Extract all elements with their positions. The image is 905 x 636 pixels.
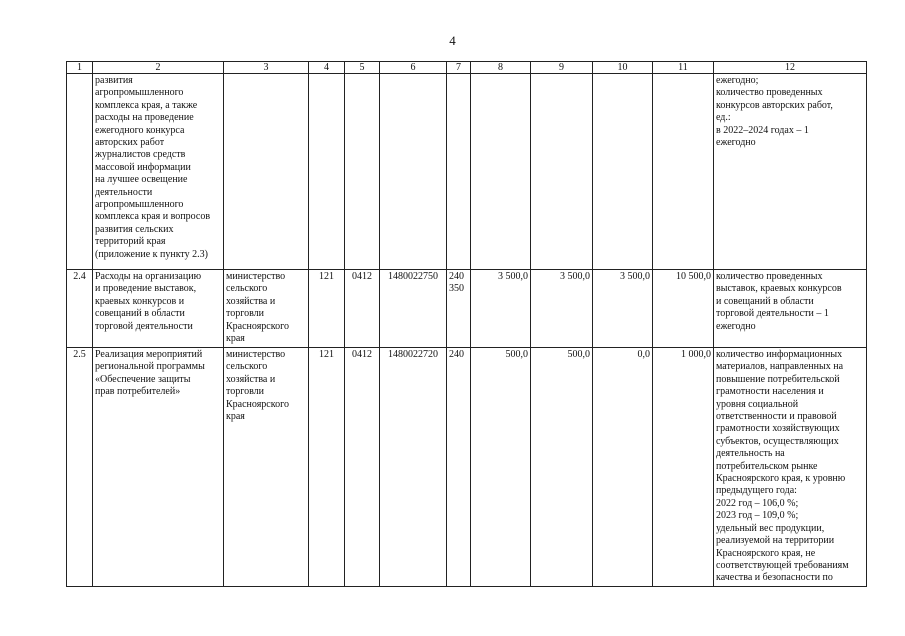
column-header: 3	[224, 62, 309, 74]
grbs-code: 121	[309, 348, 345, 587]
target-article-code: 1480022750	[380, 270, 447, 348]
column-header: 4	[309, 62, 345, 74]
budget-table	[66, 61, 867, 587]
expected-result: ежегодно; количество проведенных конкурсов авторских работ, ед.: в 2022–2024 годах – 1 ежегодно	[714, 74, 867, 270]
expense-type-code: 240 350	[447, 270, 471, 348]
grbs-code	[309, 74, 345, 270]
measure-name: развития агропромышленного комплекса края, а также расходы на проведение ежегодного конкурса авторских работ журналистов средств массовой информации на лучшее освещение деятельности агропромышленного комплекса края и вопросов развития сельских территорий края (приложение к пункту 2.3)	[93, 74, 224, 270]
expense-type-code	[447, 74, 471, 270]
responsible-agency: министерство сельского хозяйства и торговли Красноярского края	[224, 348, 309, 587]
amount-2023	[531, 74, 593, 270]
section-code: 0412	[345, 348, 380, 587]
expense-type-code: 240	[447, 348, 471, 587]
amount-2024	[593, 74, 653, 270]
measure-name: Реализация мероприятий региональной программы «Обеспечение защиты прав потребителей»	[93, 348, 224, 587]
amount-total	[653, 74, 714, 270]
column-header: 5	[345, 62, 380, 74]
column-header: 12	[714, 62, 867, 74]
column-header: 10	[593, 62, 653, 74]
grbs-code: 121	[309, 270, 345, 348]
amount-2022: 3 500,0	[471, 270, 531, 348]
page-number: 4	[449, 33, 456, 48]
amount-total: 10 500,0	[653, 270, 714, 348]
column-header: 6	[380, 62, 447, 74]
expected-result: количество проведенных выставок, краевых конкурсов и совещаний в области торговой деятельности – 1 ежегодно	[714, 270, 867, 348]
column-number-row	[67, 62, 867, 74]
table-row	[67, 74, 867, 270]
responsible-agency	[224, 74, 309, 270]
column-header: 1	[67, 62, 93, 74]
column-header: 7	[447, 62, 471, 74]
amount-total: 1 000,0	[653, 348, 714, 587]
target-article-code	[380, 74, 447, 270]
amount-2022: 500,0	[471, 348, 531, 587]
row-number: 2.4	[67, 270, 93, 348]
expected-result: количество информационных материалов, направленных на повышение потребительской грамотности населения и уровня социальной ответственности и правовой грамотности хозяйствующих субъектов, осуществляющих деятельность на потребительском рынке Красноярского края, к уровню предыдущего года: 2022 год – 106,0 %; 2023 год – 109,0 %; удельный вес продукции, реализуемой на территории Красноярского края, не соответствующей требованиям качества и безопасности по	[714, 348, 867, 587]
row-number: 2.5	[67, 348, 93, 587]
table-row	[67, 270, 867, 348]
amount-2022	[471, 74, 531, 270]
responsible-agency: министерство сельского хозяйства и торговли Красноярского края	[224, 270, 309, 348]
target-article-code: 1480022720	[380, 348, 447, 587]
measure-name: Расходы на организацию и проведение выставок, краевых конкурсов и совещаний в области торговой деятельности	[93, 270, 224, 348]
column-header: 9	[531, 62, 593, 74]
amount-2023: 500,0	[531, 348, 593, 587]
table-row	[67, 348, 867, 587]
row-number	[67, 74, 93, 270]
column-header: 11	[653, 62, 714, 74]
section-code: 0412	[345, 270, 380, 348]
amount-2023: 3 500,0	[531, 270, 593, 348]
amount-2024: 3 500,0	[593, 270, 653, 348]
amount-2024: 0,0	[593, 348, 653, 587]
column-header: 2	[93, 62, 224, 74]
column-header: 8	[471, 62, 531, 74]
section-code	[345, 74, 380, 270]
